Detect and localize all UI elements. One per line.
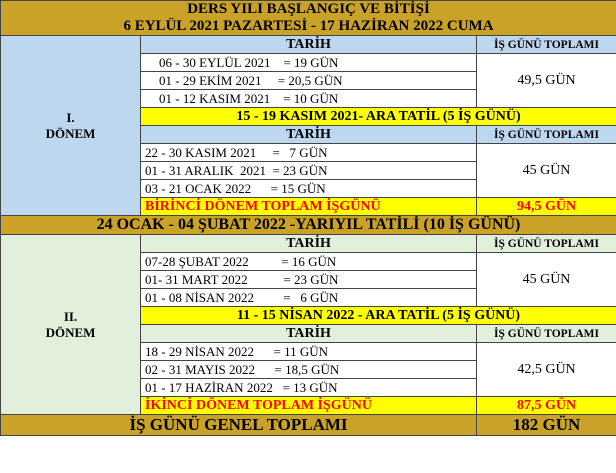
term1-block2-date-row: 03 - 21 OCAK 2022 = 15 GÜN <box>141 180 477 198</box>
term1-label-text: DÖNEM <box>45 125 96 141</box>
term2-block1-date-row: 01- 31 MART 2022 = 23 GÜN <box>141 271 477 289</box>
term2-label <box>1 235 141 415</box>
term2-block1-date-row: 07-28 ŞUBAT 2022 = 16 GÜN <box>141 253 477 271</box>
term2-block2-total: 42,5 GÜN <box>477 343 616 397</box>
term1-block1-total-header: İŞ GÜNÜ TOPLAMI <box>477 36 616 54</box>
term2-break: 11 - 15 NİSAN 2022 - ARA TATİL (5 İŞ GÜNÜ) <box>141 307 616 325</box>
term2-summary-value: 87,5 GÜN <box>477 397 616 415</box>
grand-total-row <box>1 415 616 436</box>
term1-block2-total: 45 GÜN <box>477 144 616 198</box>
term2-block1-date-row: 01 - 08 NİSAN 2022 = 6 GÜN <box>141 289 477 307</box>
title-row-2 <box>1 18 616 36</box>
term2-block1-date-header: TARİH <box>141 235 477 253</box>
term1-block1-date-row: 01 - 29 EKİM 2021 = 20,5 GÜN <box>141 72 477 90</box>
term1-label-number: I. <box>66 109 75 125</box>
term1-block2-total-header: İŞ GÜNÜ TOPLAMI <box>477 126 616 144</box>
title-line-2: 6 EYLÜL 2021 PAZARTESİ - 17 HAZİRAN 2022 CUMA <box>1 18 616 36</box>
term1-header-row <box>1 36 616 54</box>
term2-label-text: DÖNEM <box>45 324 96 340</box>
midyear-break: 24 OCAK - 04 ŞUBAT 2022 -YARIYIL TATİLİ (10 İŞ GÜNÜ) <box>1 216 616 235</box>
term2-label-number: II. <box>63 308 78 324</box>
term2-block2-date-row: 02 - 31 MAYIS 2022 = 18,5 GÜN <box>141 361 477 379</box>
term1-summary-label: BİRİNCİ DÖNEM TOPLAM İŞGÜNÜ <box>141 198 477 216</box>
term1-block1-date-row: 01 - 12 KASIM 2021 = 10 GÜN <box>141 90 477 108</box>
grand-total-value: 182 GÜN <box>477 415 616 436</box>
title-line-1: DERS YILI BAŞLANGIÇ VE BİTİŞİ <box>1 1 616 19</box>
term1-block2-date-row: 01 - 31 ARALIK 2021 = 23 GÜN <box>141 162 477 180</box>
term2-summary-label: İKİNCİ DÖNEM TOPLAM İŞGÜNÜ <box>141 397 477 415</box>
grand-total-label: İŞ GÜNÜ GENEL TOPLAMI <box>1 415 477 436</box>
term1-block1-total: 49,5 GÜN <box>477 54 616 108</box>
term1-block1-date-row: 06 - 30 EYLÜL 2021 = 19 GÜN <box>141 54 477 72</box>
term2-header-row <box>1 235 616 253</box>
title-row-1 <box>1 1 616 19</box>
term1-break: 15 - 19 KASIM 2021- ARA TATİL (5 İŞ GÜNÜ) <box>141 108 616 126</box>
term1-block2-date-row: 22 - 30 KASIM 2021 = 7 GÜN <box>141 144 477 162</box>
term2-block2-date-row: 01 - 17 HAZİRAN 2022 = 13 GÜN <box>141 379 477 397</box>
term2-block2-date-row: 18 - 29 NİSAN 2022 = 11 GÜN <box>141 343 477 361</box>
term1-label <box>1 36 141 216</box>
midyear-break-row <box>1 216 616 235</box>
term1-block2-date-header: TARİH <box>141 126 477 144</box>
term2-block2-date-header: TARİH <box>141 325 477 343</box>
term2-block2-total-header: İŞ GÜNÜ TOPLAMI <box>477 325 616 343</box>
term1-block1-date-header: TARİH <box>141 36 477 54</box>
term2-block1-total: 45 GÜN <box>477 253 616 307</box>
term1-summary-value: 94,5 GÜN <box>477 198 616 216</box>
term2-block1-total-header: İŞ GÜNÜ TOPLAMI <box>477 235 616 253</box>
